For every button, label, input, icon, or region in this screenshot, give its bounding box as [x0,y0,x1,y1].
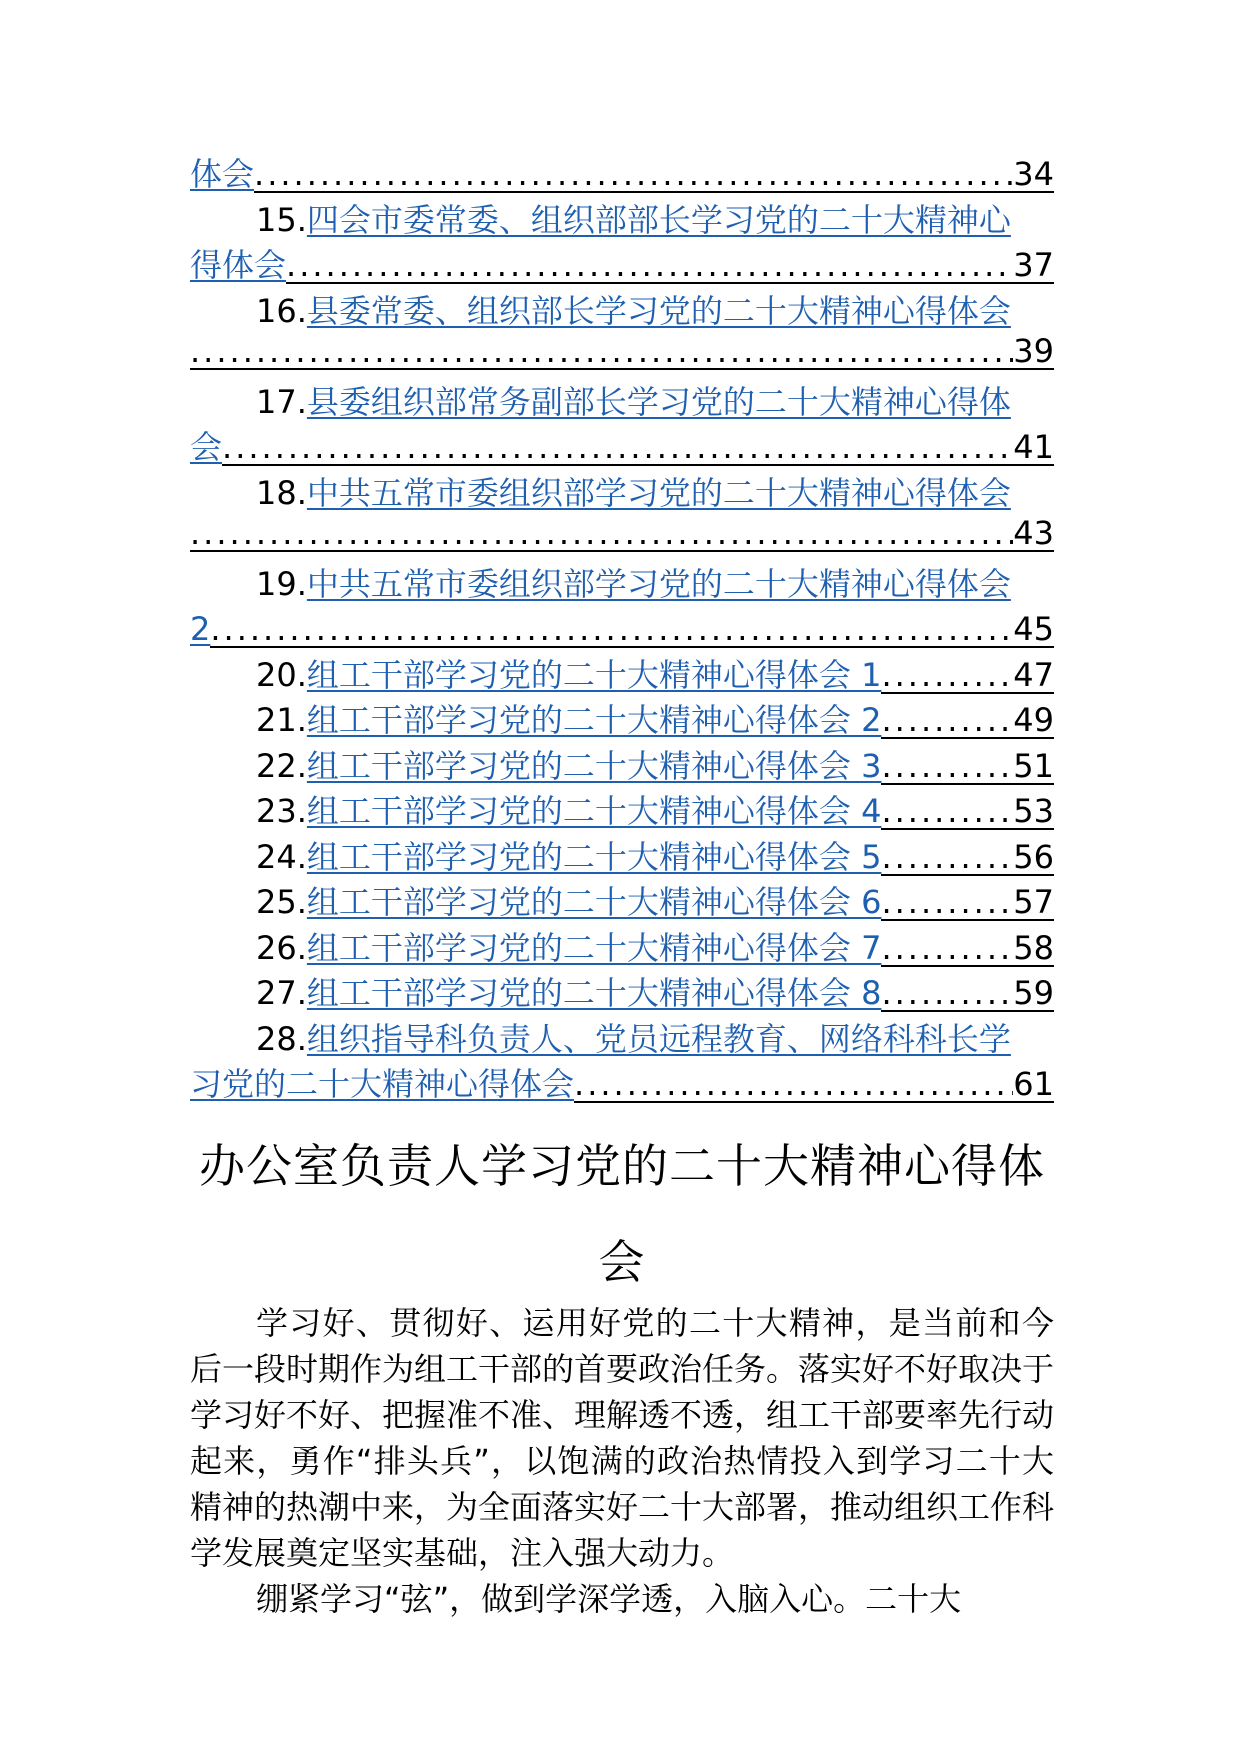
toc-entry-title-cont[interactable]: 会 [190,428,223,466]
toc-page-number: 53 [1013,792,1054,830]
toc-leader-dots [254,157,1013,193]
toc-leader-dots [881,931,1013,967]
toc-entry-27[interactable] [190,971,1054,1017]
toc-leader-dots [190,334,1013,370]
toc-entry-title[interactable]: 组工干部学习党的二十大精神心得体会 7 [306,928,882,967]
toc-page-number: 39 [1013,332,1054,370]
toc-leader-dots [574,1067,1013,1103]
toc-entry-18-cont[interactable] [190,516,1054,562]
toc-page-number: 58 [1013,928,1054,967]
article-title-line-1: 办公室负责人学习党的二十大精神心得体 [199,1138,1045,1193]
toc-entry-24[interactable] [190,835,1054,881]
toc-page-number: 56 [1013,837,1054,876]
toc-entry-title[interactable]: 组工干部学习党的二十大精神心得体会 6 [306,883,882,921]
toc-entry-title[interactable]: 组工干部学习党的二十大精神心得体会 8 [306,974,882,1012]
toc-entry-number: 21. [256,701,307,739]
toc-leader-dots [881,749,1013,785]
toc-page-number: 45 [1013,610,1054,648]
toc-leader-dots [881,885,1013,921]
toc-entry-16[interactable] [190,289,1054,335]
toc-entry-title-cont[interactable]: 得体会 [190,246,287,284]
toc-page-number: 41 [1013,428,1054,466]
toc-page-number: 57 [1013,883,1054,921]
toc-entry-28[interactable] [190,1017,1054,1063]
toc-leader-dots [222,430,1013,466]
toc-entry-number: 25. [256,883,307,921]
toc-leader-dots [190,516,1013,552]
toc-entry-title-cont[interactable]: 2 [190,610,211,648]
toc-page-number: 43 [1013,514,1054,552]
toc-page-number: 51 [1013,746,1054,785]
toc-entry-number: 16. [256,291,307,330]
toc-entry-number: 17. [256,382,307,421]
toc-leader-dots [286,248,1013,284]
toc-page-number: 49 [1013,701,1054,739]
toc-page-number: 61 [1013,1065,1054,1103]
toc-entry-title[interactable]: 体会 [190,155,255,193]
toc-page-number: 37 [1013,246,1054,284]
toc-entry-number: 20. [256,655,307,694]
toc-entry-title[interactable]: 中共五常市委组织部学习党的二十大精神心得体会 [306,564,1011,603]
toc-entry-title[interactable]: 组工干部学习党的二十大精神心得体会 1 [306,655,882,694]
toc-entry-number: 15. [256,200,307,239]
toc-entry-26[interactable] [190,926,1054,972]
toc-entry-25[interactable] [190,880,1054,926]
toc-entry-17-cont[interactable] [190,425,1054,471]
toc-entry-number: 28. [256,1019,307,1058]
article-title [190,1128,1054,1300]
toc-leader-dots [881,658,1013,694]
document-page [190,152,1054,1622]
toc-entry-number: 26. [256,928,307,967]
toc-entry-title-cont[interactable]: 习党的二十大精神心得体会 [190,1065,575,1103]
toc-entry-title[interactable]: 组织指导科负责人、党员远程教育、网络科科长学 [306,1019,1011,1058]
toc-entry-number: 19. [256,564,307,603]
toc-page-number: 34 [1013,155,1054,193]
toc-entry-number: 23. [256,792,307,830]
toc-entry-title[interactable]: 中共五常市委组织部学习党的二十大精神心得体会 [306,473,1011,512]
toc-leader-dots [881,840,1013,876]
toc-entry-title[interactable]: 县委组织部常务副部长学习党的二十大精神心得体 [306,382,1011,421]
toc-entry-title[interactable]: 四会市委常委、组织部部长学习党的二十大精神心 [306,200,1011,239]
toc-entry-21[interactable] [190,698,1054,744]
toc-page-number: 59 [1013,974,1054,1012]
toc-entry-number: 22. [256,746,307,785]
toc-entry-title[interactable]: 组工干部学习党的二十大精神心得体会 5 [306,837,882,876]
toc-entry-19-cont[interactable] [190,607,1054,653]
toc-leader-dots [210,612,1013,648]
toc-entry-number: 18. [256,473,307,512]
toc-page-number: 47 [1013,655,1054,694]
toc-entry-14-cont[interactable] [190,152,1054,198]
article-paragraph: 学习好、贯彻好、运用好党的二十大精神，是当前和今后一段时期作为组工干部的首要政治任务。落实好不好取决于学习好不好、把握准不准、理解透不透，组工干部要率先行动起来，勇作“排头兵”，以饱满的政治热情投入到学习二十大精神的热潮中来，为全面落实好二十大部署，推动组织工作科学发展奠定坚实基础，注入强大动力。 [190,1303,1055,1572]
toc-entry-19[interactable] [190,562,1054,608]
toc-entry-18[interactable] [190,471,1054,517]
toc-entry-number: 27. [256,974,307,1012]
article-title-line-2: 会 [598,1234,646,1289]
toc-entry-title[interactable]: 县委常委、组织部长学习党的二十大精神心得体会 [306,291,1011,330]
toc-entry-number: 24. [256,837,307,876]
toc-entry-23[interactable] [190,789,1054,835]
toc-entry-title[interactable]: 组工干部学习党的二十大精神心得体会 4 [306,792,882,830]
toc-entry-28-cont[interactable] [190,1062,1054,1108]
toc-leader-dots [881,976,1013,1012]
toc-entry-16-cont[interactable] [190,334,1054,380]
toc-entry-15-cont[interactable] [190,243,1054,289]
toc-entry-15[interactable] [190,198,1054,244]
toc-entry-17[interactable] [190,380,1054,426]
toc-entry-20[interactable] [190,653,1054,699]
toc-leader-dots [881,794,1013,830]
toc-entry-22[interactable] [190,744,1054,790]
toc-entry-title[interactable]: 组工干部学习党的二十大精神心得体会 3 [306,746,882,785]
toc-entry-title[interactable]: 组工干部学习党的二十大精神心得体会 2 [306,701,882,739]
toc-leader-dots [881,703,1013,739]
article-paragraph: 绷紧学习“弦”，做到学深学透，入脑入心。二十大 [256,1579,962,1618]
